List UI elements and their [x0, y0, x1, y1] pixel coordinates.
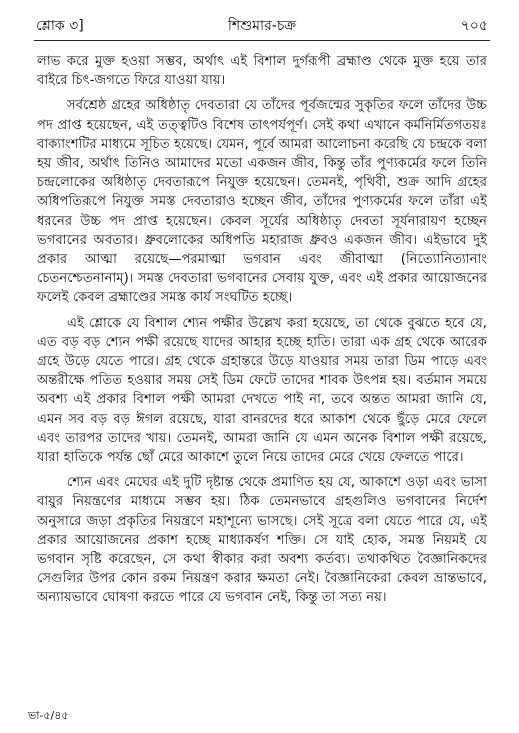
paragraph: লাভ করে মুক্ত হওয়া সম্ভব, অর্থাৎ এই বিশাল দুর্গরূপী ব্রহ্মাণ্ড থেকে মুক্ত হয়ে তার বাইরে চিৎ-জগতে ফিরে যাওয়া যায়। — [37, 54, 487, 89]
paragraph: শ্যেন এবং মেঘের এই দুটি দৃষ্টান্ত থেকে প্রমাণিত হয় যে, আকাশে ওড়া এবং ভাসা বায়ুর নিয়ন্ত্রণের মাধ্যমে সম্ভব হয়। ঠিক তেমনভাবে গ্রহগুলিও ভগবানের নির্দেশ অনুসারে জড়া প্রকৃতির নিয়ন্ত্রণে মহাশূন্যে ভাসছে। সেই সূত্রে বলা যেতে পারে যে, এই প্রকার আয়োজনের প্রকাশ হচ্ছে মাধ্যাকর্ষণ শক্তি। সে যাই হোক, সমস্ত নিয়মই যে ভগবান সৃষ্টি করেছেন, সে কথা স্বীকার করা অবশ্য কর্তব্য। তথাকথিত বৈজ্ঞানিকদের সেগুলির উপর কোন রকম নিয়ন্ত্রণ করার ক্ষমতা নেই। বৈজ্ঞানিকেরা কেবল ভ্রান্তভাবে, অন্যায়ভাবে ঘোষণা করতে পারে যে ভগবান নেই, কিন্তু তা সত্য নয়। — [37, 475, 487, 606]
body-text — [37, 52, 487, 614]
chapter-title: শিশুমার-চক্র — [227, 18, 297, 34]
page-footer: ভা-৫/৪৫ — [28, 709, 69, 722]
header-divider — [34, 40, 490, 41]
paragraph: এই শ্লোকে যে বিশাল শ্যেন পক্ষীর উল্লেখ করা হয়েছে, তা থেকে বুঝতে হবে যে, এত বড় বড় শ্যেন পক্ষী রয়েছে যাদের আহার হচ্ছে হাতি। তারা এক গ্রহ থেকে আরেক গ্রহে উড়ে যেতে পারে। গ্রহ থেকে গ্রহান্তরে উড়ে যাওয়ার সময় তারা ডিম পাড়ে এবং অন্তরীক্ষে পতিত হওয়ার সময় সেই ডিম ফেটে তাদের শাবক উৎপন্ন হয়। বর্তমান সময়ে অবশ্য এই প্রকার বিশাল পক্ষী আমরা দেখতে পাই না, তবে অন্তত আমরা জানি যে, এমন সব বড় বড় ঈগল রয়েছে, যারা বানরদের ধরে আকাশ থেকে ছুঁড়ে মেরে ফেলে এবং তারপর তাদের খায়। তেমনই, আমরা জানি যে এমন অনেক বিশাল পক্ষী রয়েছে, যারা হাতিকে পর্যন্ত ছোঁ মেরে আকাশে তুলে নিয়ে তাদের মেরে খেয়ে ফেলতে পারে। — [37, 315, 487, 466]
page-header — [36, 14, 488, 38]
paragraph: সর্বশ্রেষ্ঠ গ্রহের অধিষ্ঠাতৃ দেবতারা যে তাঁদের পূর্বজন্মের সুকৃতির ফলে তাঁদের উচ্চ পদ প্রাপ্ত হয়েছেন, এই তত্ত্বটিও বিশেষ তাৎপর্যপূর্ণ। সেই কথা এখানে কর্মনির্মিতগতয়ঃ বাক্যাংশটির মাধ্যমে সূচিত হয়েছে। যেমন, পূর্বে আমরা আলোচনা করেছি যে চন্দ্রকে বলা হয় জীব, অর্থাৎ তিনিও আমাদের মতো একজন জীব, কিন্তু তাঁর পুণ্যকর্মের ফলে তিনি চন্দ্রলোকের অধিষ্ঠাতৃ দেবতারূপে নিযুক্ত হয়েছেন। তেমনই, পৃথিবী, শুক্র আদি গ্রহের অধিপতিরূপে নিযুক্ত সমস্ত দেবতারাও হচ্ছেন জীব, তাঁদের পুণ্যকর্মের ফলে তাঁরা এই ধরনের উচ্চ পদ প্রাপ্ত হয়েছেন। কেবল সূর্যের অধিষ্ঠাতৃ দেবতা সূর্যনারায়ণ হচ্ছেন ভগবানের অবতার। ধ্রুবলোকের অধিপতি মহারাজ ধ্রুবও একজন জীব। এইভাবে দুই প্রকার আত্মা রয়েছে—পরমাত্মা ভগবান এবং জীবাত্মা (নিত্যোনিত্যানাং চেতনশ্চেতনানাম্)। সমস্ত দেবতারা ভগবানের সেবায় যুক্ত, এবং এই প্রকার আয়োজনের ফলেই কেবল ব্রহ্মাণ্ডের সমস্ত কার্য সংঘটিত হচ্ছে। — [37, 98, 487, 306]
page-number: ৭০৫ — [460, 18, 488, 34]
verse-reference: শ্লোক ৩] — [36, 18, 84, 34]
